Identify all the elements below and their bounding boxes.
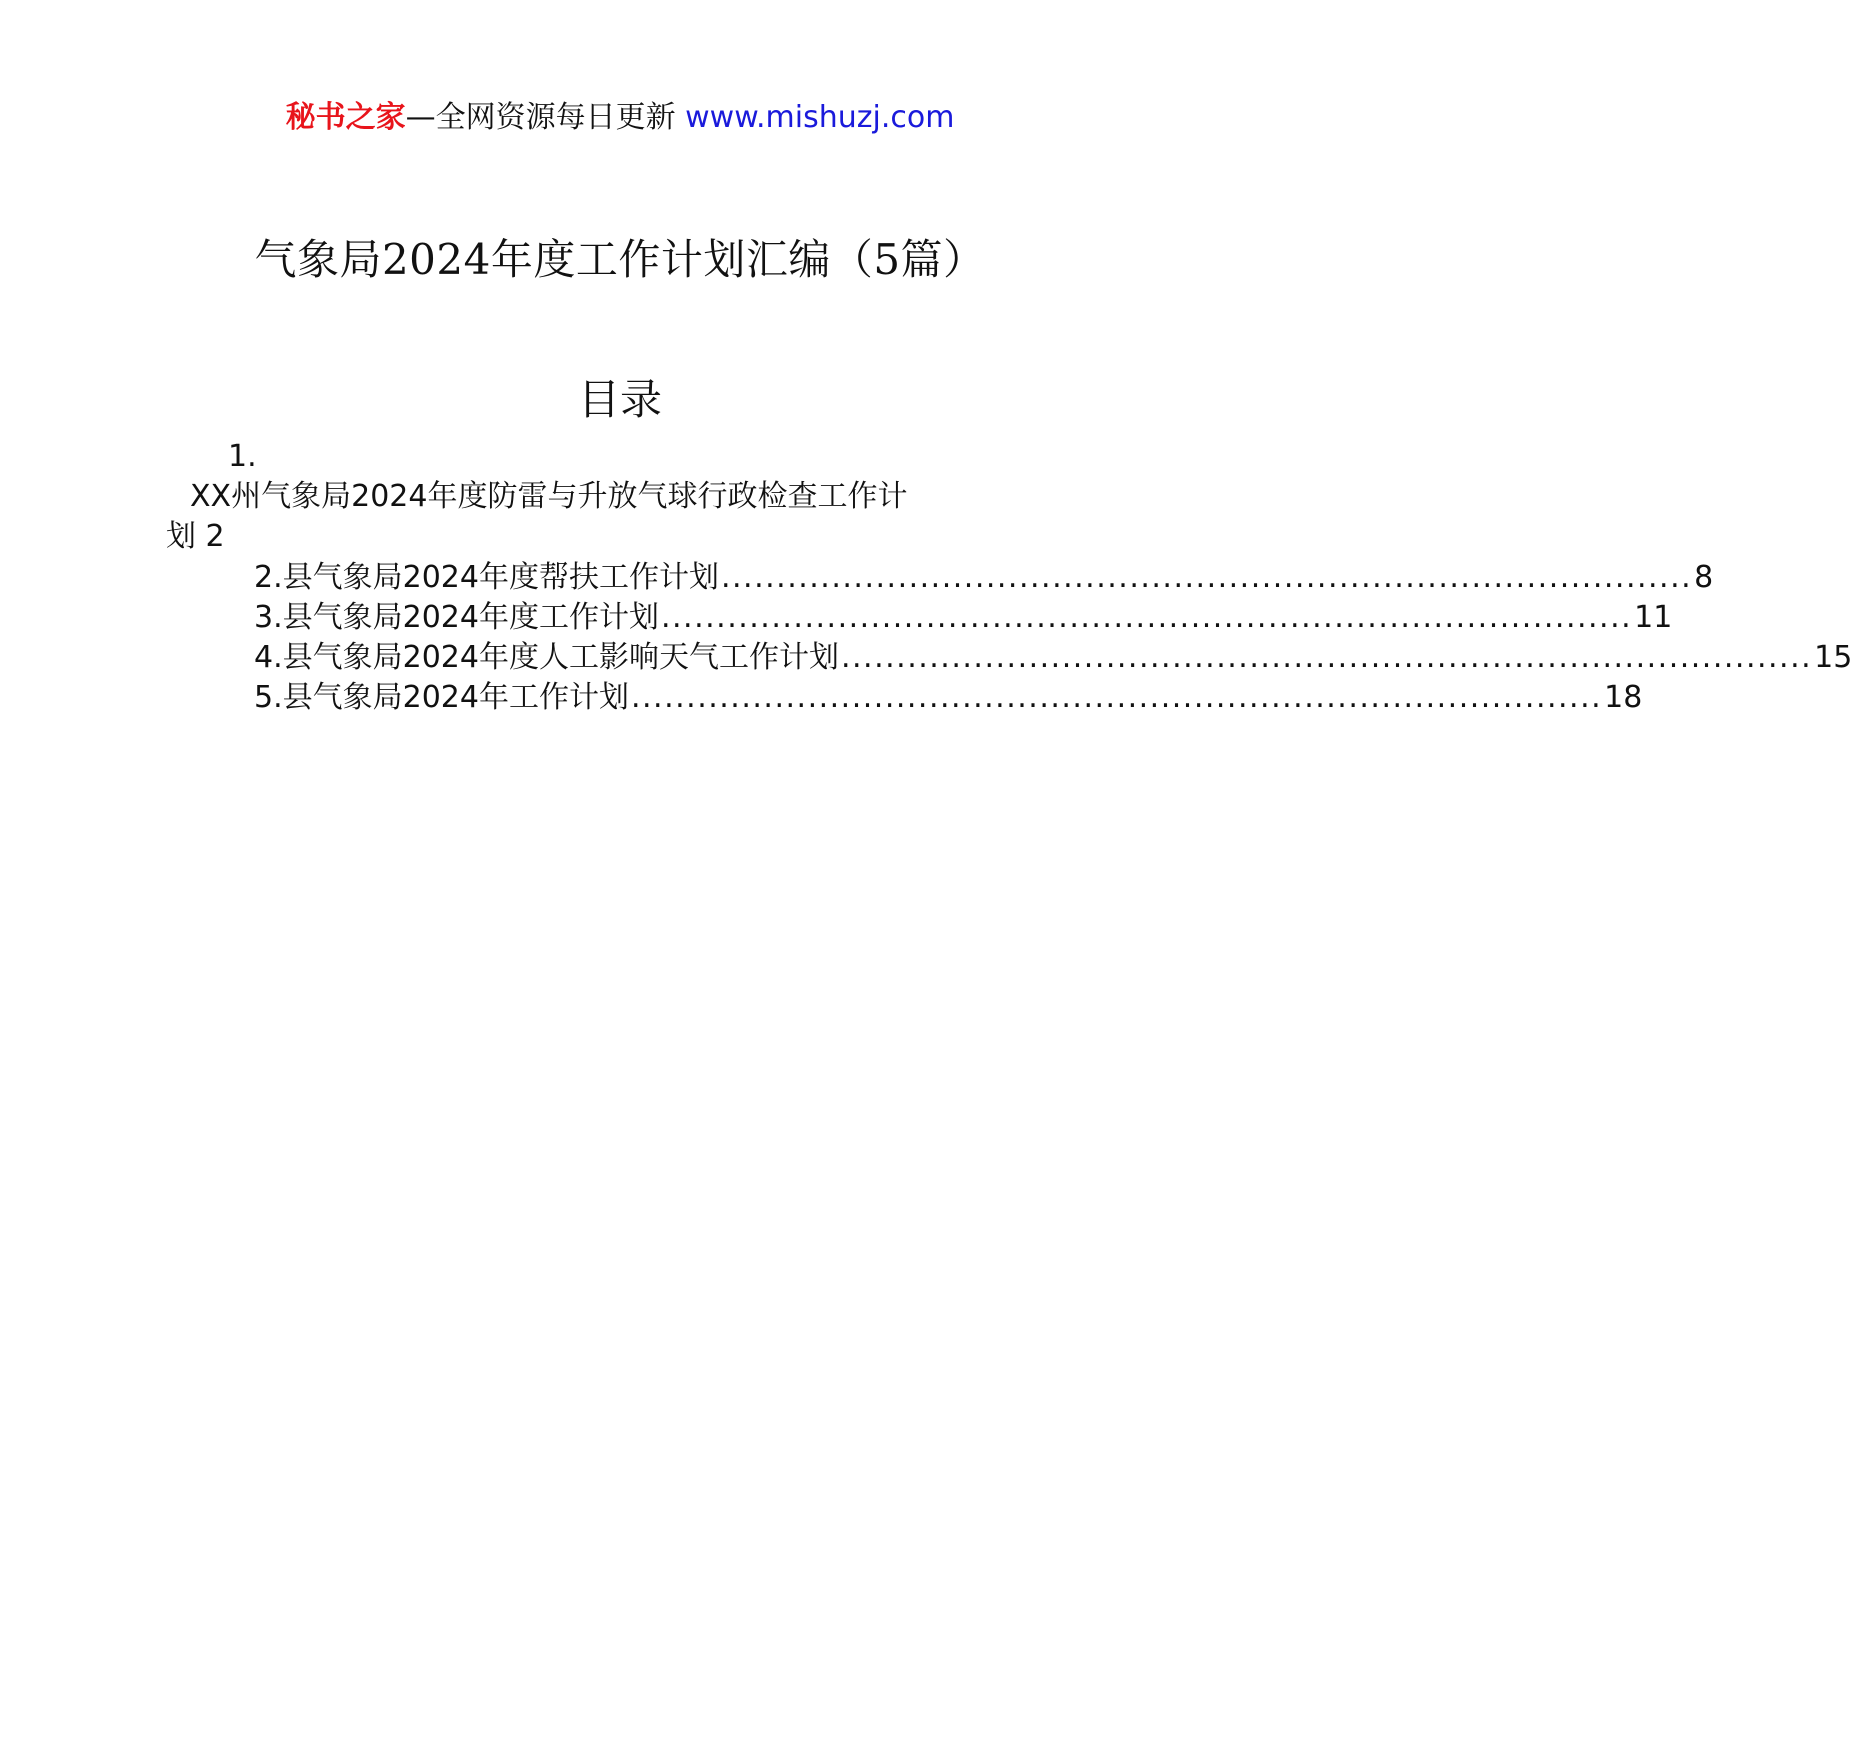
brand-name: 秘书之家 <box>285 100 406 135</box>
toc-entry-1-line1[interactable] <box>186 474 1050 519</box>
toc-leader-dots: ........................................................................................ <box>840 640 1813 675</box>
document-title: 气象局2024年度工作计划汇编（5篇） <box>254 235 986 284</box>
site-url-link[interactable]: www.mishuzj.com <box>685 100 955 135</box>
toc-entry-number: 1. <box>228 439 257 474</box>
toc-entry-page: 11 <box>1634 600 1673 635</box>
toc-entry-label: 划 <box>166 519 196 554</box>
toc-entry-page: 8 <box>1694 560 1714 595</box>
toc-entry-page: 18 <box>1604 680 1643 715</box>
toc-leader-dots: ........................................................................................ <box>660 600 1633 635</box>
toc-leader-dots: ........................................................................................ <box>720 560 1693 595</box>
toc-entry-label: 3.县气象局2024年度工作计划 <box>254 600 659 635</box>
toc-entry-label: 5.县气象局2024年工作计划 <box>254 680 629 715</box>
toc-entry-page: 15 <box>1814 640 1852 675</box>
toc-entry-label: 4.县气象局2024年度人工影响天气工作计划 <box>254 640 839 675</box>
toc-leader-dots: ........................................................................................ <box>630 680 1603 715</box>
toc-entry-label: 2.县气象局2024年度帮扶工作计划 <box>254 560 719 595</box>
toc-entry-5[interactable] <box>186 675 1643 720</box>
toc-entry-1-line2[interactable] <box>166 514 1030 559</box>
toc-entry-4[interactable] <box>186 635 1852 680</box>
toc-entry-2[interactable] <box>186 555 1714 600</box>
toc-entry-3[interactable] <box>186 595 1673 640</box>
header-tagline: —全网资源每日更新 <box>405 100 676 135</box>
toc-entry-1-number[interactable] <box>186 434 1050 479</box>
toc-heading: 目录 <box>577 375 662 424</box>
toc-entry-page: 2 <box>205 519 225 554</box>
toc-entry-label: XX州气象局2024年度防雷与升放气球行政检查工作计 <box>190 479 908 514</box>
site-header <box>0 98 1240 138</box>
